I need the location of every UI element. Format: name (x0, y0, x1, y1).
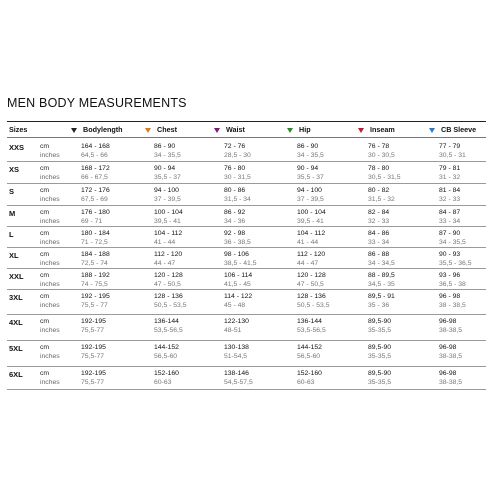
inches-value: 75,5 - 77 (81, 302, 108, 309)
inches-value: 35-35,5 (368, 327, 392, 334)
inches-value: 36,5 - 38 (439, 281, 466, 288)
inches-value: 38 - 38,5 (439, 302, 466, 309)
inches-value: 48-51 (224, 327, 242, 334)
cm-value: 89,5 - 91 (368, 293, 395, 300)
cm-value: 188 - 192 (81, 272, 110, 279)
inches-value: 53,5-56,5 (297, 327, 326, 334)
cm-value: 86 - 90 (297, 143, 319, 150)
header-chest: Chest (145, 125, 177, 134)
inches-value: 38-38,5 (439, 353, 463, 360)
cm-value: 100 - 104 (154, 209, 183, 216)
row-divider (7, 289, 486, 290)
inches-value: 35,5 - 37 (297, 174, 324, 181)
cb-sleeve-marker-icon (429, 128, 435, 133)
inches-value: 41 - 44 (154, 239, 176, 246)
header-bodylength: Bodylength (71, 125, 123, 134)
inches-value: 35,5 - 36,5 (439, 260, 472, 267)
size-label: XL (9, 251, 19, 260)
unit-inches-label: inches (40, 281, 60, 288)
cm-value: 79 - 81 (439, 165, 461, 172)
inches-value: 47 - 50,5 (154, 281, 181, 288)
cm-value: 92 - 98 (224, 230, 246, 237)
inches-value: 47 - 50,5 (297, 281, 324, 288)
inches-value: 75,5-77 (81, 353, 105, 360)
inches-value: 30,5 - 31,5 (368, 174, 401, 181)
cm-value: 90 - 94 (154, 165, 176, 172)
cm-value: 104 - 112 (297, 230, 326, 237)
inches-value: 34 - 35,5 (297, 152, 324, 159)
cm-value: 90 - 94 (297, 165, 319, 172)
inseam-marker-icon (358, 128, 364, 133)
cm-value: 164 - 168 (81, 143, 110, 150)
cm-value: 72 - 76 (224, 143, 246, 150)
inches-value: 50,5 - 53,5 (297, 302, 330, 309)
inches-value: 34 - 34,5 (368, 260, 395, 267)
inches-value: 39,5 - 41 (154, 218, 181, 225)
unit-inches-label: inches (40, 174, 60, 181)
cm-value: 112 - 120 (297, 251, 326, 258)
unit-inches-label: inches (40, 327, 60, 334)
unit-cm-label: cm (40, 251, 50, 258)
inches-value: 38-38,5 (439, 379, 463, 386)
unit-inches-label: inches (40, 302, 60, 309)
size-label: 3XL (9, 293, 23, 302)
inches-value: 41,5 - 45 (224, 281, 251, 288)
cm-value: 104 - 112 (154, 230, 183, 237)
cm-value: 96-98 (439, 318, 457, 325)
cm-value: 89,5-90 (368, 344, 392, 351)
cm-value: 128 - 136 (154, 293, 183, 300)
inches-value: 44 - 47 (297, 260, 319, 267)
inches-value: 60-63 (154, 379, 172, 386)
unit-cm-label: cm (40, 165, 50, 172)
header-inseam: Inseam (358, 125, 395, 134)
cm-value: 192 - 195 (81, 293, 110, 300)
cm-value: 77 - 79 (439, 143, 461, 150)
unit-cm-label: cm (40, 230, 50, 237)
cm-value: 96-98 (439, 370, 457, 377)
inches-value: 71 - 72,5 (81, 239, 108, 246)
cm-value: 98 - 106 (224, 251, 249, 258)
cm-value: 94 - 100 (154, 187, 179, 194)
header-hip: Hip (287, 125, 311, 134)
cm-value: 80 - 82 (368, 187, 390, 194)
inches-value: 37 - 39,5 (297, 196, 324, 203)
inches-value: 30,5 - 31 (439, 152, 466, 159)
cm-value: 192-195 (81, 370, 106, 377)
cm-value: 136-144 (154, 318, 179, 325)
cm-value: 86 - 90 (154, 143, 176, 150)
row-divider (7, 161, 486, 162)
inches-value: 56,5-60 (297, 353, 321, 360)
inches-value: 30 - 31,5 (224, 174, 251, 181)
inches-value: 30 - 30,5 (368, 152, 395, 159)
cm-value: 184 - 188 (81, 251, 110, 258)
cm-value: 172 - 176 (81, 187, 110, 194)
cm-value: 89,5-90 (368, 370, 392, 377)
cm-value: 87 - 90 (439, 230, 461, 237)
unit-cm-label: cm (40, 187, 50, 194)
unit-cm-label: cm (40, 209, 50, 216)
row-divider (7, 183, 486, 184)
cm-value: 86 - 92 (224, 209, 246, 216)
unit-inches-label: inches (40, 218, 60, 225)
cm-value: 120 - 128 (297, 272, 326, 279)
cm-value: 86 - 88 (368, 251, 390, 258)
inches-value: 45 - 48 (224, 302, 246, 309)
inches-value: 28,5 - 30 (224, 152, 251, 159)
cm-value: 78 - 80 (368, 165, 390, 172)
chest-marker-icon (145, 128, 151, 133)
inches-value: 34 - 35,5 (439, 239, 466, 246)
size-label: 5XL (9, 344, 23, 353)
inches-value: 32 - 33 (439, 196, 461, 203)
inches-value: 66 - 67,5 (81, 174, 108, 181)
unit-cm-label: cm (40, 318, 50, 325)
size-label: M (9, 209, 16, 218)
size-label: L (9, 230, 14, 239)
cm-value: 180 - 184 (81, 230, 110, 237)
inches-value: 35-35,5 (368, 353, 392, 360)
cm-value: 144-152 (154, 344, 179, 351)
unit-inches-label: inches (40, 353, 60, 360)
inches-value: 39,5 - 41 (297, 218, 324, 225)
size-label: XXS (9, 143, 25, 152)
cm-value: 88 - 89,5 (368, 272, 395, 279)
inches-value: 34 - 35,5 (154, 152, 181, 159)
inches-value: 67,5 - 69 (81, 196, 108, 203)
inches-value: 72,5 - 74 (81, 260, 108, 267)
cm-value: 106 - 114 (224, 272, 253, 279)
unit-inches-label: inches (40, 379, 60, 386)
cm-value: 96-98 (439, 344, 457, 351)
inches-value: 69 - 71 (81, 218, 103, 225)
cm-value: 76 - 78 (368, 143, 390, 150)
cm-value: 168 - 172 (81, 165, 110, 172)
cm-value: 176 - 180 (81, 209, 110, 216)
unit-inches-label: inches (40, 152, 60, 159)
unit-inches-label: inches (40, 260, 60, 267)
hip-marker-icon (287, 128, 293, 133)
bodylength-marker-icon (71, 128, 77, 133)
unit-cm-label: cm (40, 143, 50, 150)
cm-value: 136-144 (297, 318, 322, 325)
cm-value: 96 - 98 (439, 293, 461, 300)
page-title: MEN BODY MEASUREMENTS (7, 96, 187, 110)
inches-value: 38-38,5 (439, 327, 463, 334)
cm-value: 128 - 136 (297, 293, 326, 300)
cm-value: 100 - 104 (297, 209, 326, 216)
inches-value: 53,5-56,5 (154, 327, 183, 334)
cm-value: 76 - 80 (224, 165, 246, 172)
inches-value: 31,5 - 34 (224, 196, 251, 203)
row-divider (7, 226, 486, 227)
inches-value: 35-35,5 (368, 379, 392, 386)
header-waist: Waist (214, 125, 245, 134)
cm-value: 122-130 (224, 318, 249, 325)
inches-value: 33 - 34 (439, 218, 461, 225)
header-sizes: Sizes (9, 125, 28, 134)
size-label: S (9, 187, 15, 196)
row-divider (7, 340, 486, 341)
inches-value: 75,5-77 (81, 327, 105, 334)
inches-value: 74 - 75,5 (81, 281, 108, 288)
cm-value: 114 - 122 (224, 293, 253, 300)
inches-value: 35,5 - 37 (154, 174, 181, 181)
row-divider (7, 247, 486, 248)
cm-value: 192-195 (81, 318, 106, 325)
inches-value: 44 - 47 (154, 260, 176, 267)
unit-cm-label: cm (40, 293, 50, 300)
unit-cm-label: cm (40, 344, 50, 351)
cm-value: 81 - 84 (439, 187, 461, 194)
row-divider (7, 314, 486, 315)
unit-inches-label: inches (40, 196, 60, 203)
cm-value: 94 - 100 (297, 187, 322, 194)
inches-value: 32 - 33 (368, 218, 390, 225)
cm-value: 90 - 93 (439, 251, 461, 258)
inches-value: 37 - 39,5 (154, 196, 181, 203)
inches-value: 50,5 - 53,5 (154, 302, 187, 309)
header-top-divider (7, 121, 486, 122)
inches-value: 38,5 - 41,5 (224, 260, 257, 267)
cm-value: 93 - 96 (439, 272, 461, 279)
cm-value: 138-146 (224, 370, 249, 377)
unit-cm-label: cm (40, 272, 50, 279)
table-header (0, 123, 496, 136)
unit-cm-label: cm (40, 370, 50, 377)
unit-inches-label: inches (40, 239, 60, 246)
inches-value: 36 - 38,5 (224, 239, 251, 246)
inches-value: 60-63 (297, 379, 315, 386)
cm-value: 80 - 86 (224, 187, 246, 194)
cm-value: 130-138 (224, 344, 249, 351)
cm-value: 120 - 128 (154, 272, 183, 279)
size-label: 4XL (9, 318, 23, 327)
waist-marker-icon (214, 128, 220, 133)
row-divider (7, 389, 486, 390)
header-bottom-divider (7, 137, 486, 138)
inches-value: 31,5 - 32 (368, 196, 395, 203)
cm-value: 82 - 84 (368, 209, 390, 216)
size-label: XS (9, 165, 20, 174)
row-divider (7, 268, 486, 269)
inches-value: 54,5-57,5 (224, 379, 253, 386)
inches-value: 75,5-77 (81, 379, 105, 386)
cm-value: 89,5-90 (368, 318, 392, 325)
header-cb-sleeve: CB Sleeve (429, 125, 476, 134)
size-label: 6XL (9, 370, 23, 379)
inches-value: 33 - 34 (368, 239, 390, 246)
row-divider (7, 205, 486, 206)
cm-value: 152-160 (297, 370, 322, 377)
inches-value: 64,5 - 66 (81, 152, 108, 159)
cm-value: 152-160 (154, 370, 179, 377)
cm-value: 84 - 86 (368, 230, 390, 237)
inches-value: 51-54,5 (224, 353, 248, 360)
cm-value: 112 - 120 (154, 251, 183, 258)
cm-value: 144-152 (297, 344, 322, 351)
inches-value: 31 - 32 (439, 174, 461, 181)
inches-value: 34,5 - 35 (368, 281, 395, 288)
size-label: XXL (9, 272, 24, 281)
inches-value: 56,5-60 (154, 353, 178, 360)
cm-value: 192-195 (81, 344, 106, 351)
cm-value: 84 - 87 (439, 209, 461, 216)
row-divider (7, 366, 486, 367)
inches-value: 34 - 36 (224, 218, 246, 225)
inches-value: 41 - 44 (297, 239, 319, 246)
inches-value: 35 - 36 (368, 302, 390, 309)
